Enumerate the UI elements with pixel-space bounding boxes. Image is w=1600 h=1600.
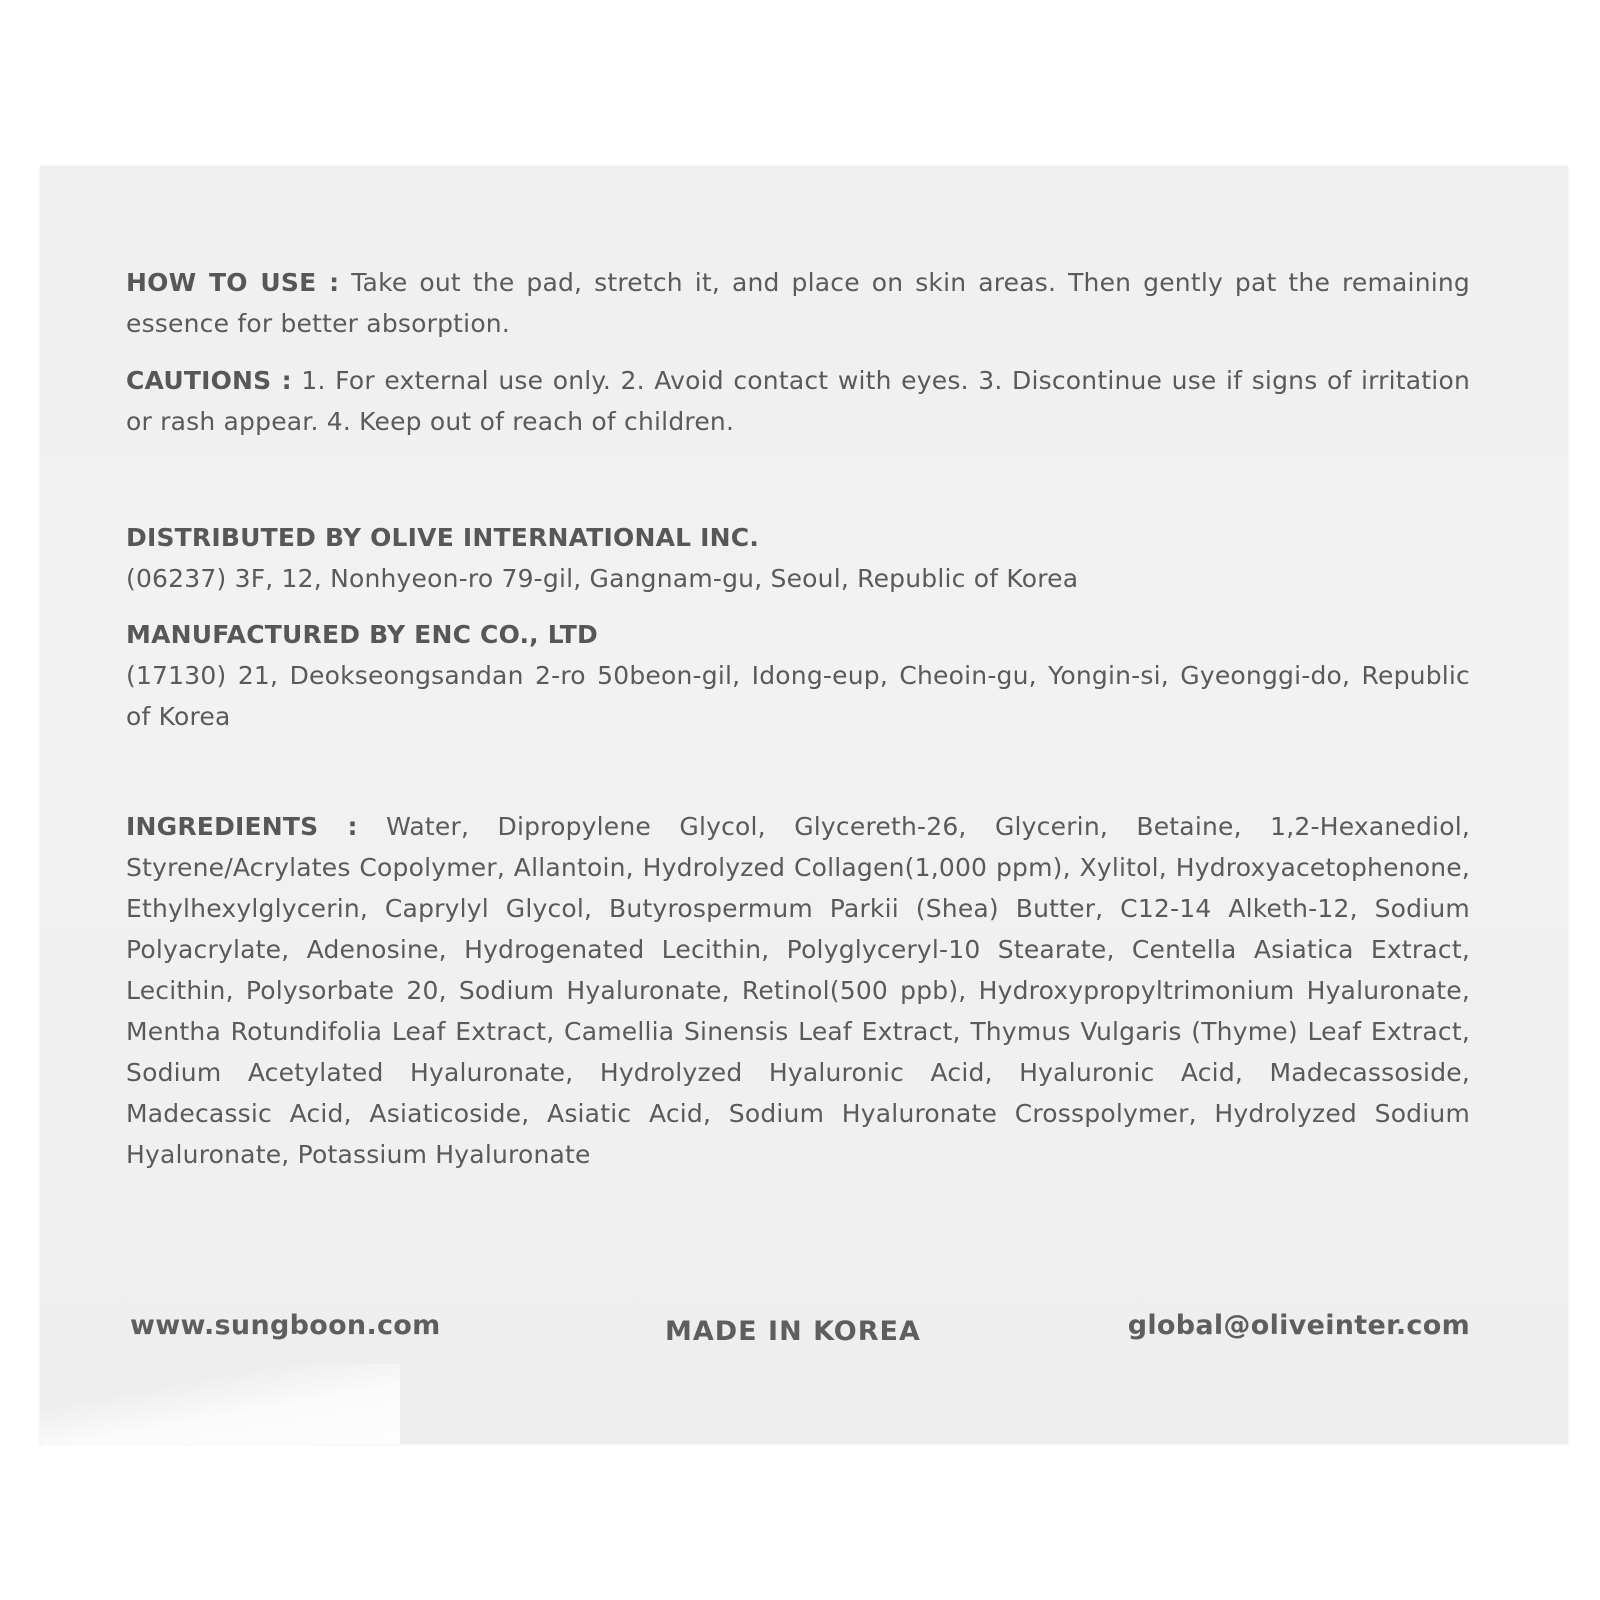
distributor-address: (06237) 3F, 12, Nonhyeon-ro 79-gil, Gangnam-gu, Seoul, Republic of Korea: [126, 564, 1079, 593]
package-fold-highlight: [40, 1364, 400, 1444]
ingredients-text: Water, Dipropylene Glycol, Glycereth-26, Glycerin, Betaine, 1,2-Hexanediol, Styrene/Acrylates Copolymer, Allantoin, Hydrolyzed Collagen(1,000 ppm), Xylitol, Hydroxyacetophenone, Ethylhexylglycerin, Caprylyl Glycol, Butyrospermum Parkii (Shea) Butter, C12-14 Alketh-12, Sodium Polyacrylate, Adenosine, Hydrogenated Lecithin, Polyglyceryl-10 Stearate, Centella Asiatica Extract, Lecithin, Polysorbate 20, Sodium Hyaluronate, Retinol(500 ppb), Hydroxypropyltrimonium Hyaluronate, Mentha Rotundifolia Leaf Extract, Camellia Sinensis Leaf Extract, Thymus Vulgaris (Thyme) Leaf Extract, Sodium Acetylated Hyaluronate, Hydrolyzed Hyaluronic Acid, Hyaluronic Acid, Madecassoside, Madecassic Acid, Asiaticoside, Asiatic Acid, Sodium Hyaluronate Crosspolymer, Hydrolyzed Sodium Hyaluronate, Potassium Hyaluronate: [126, 812, 1470, 1169]
how-to-use-text: Take out the pad, stretch it, and place on skin areas. Then gently pat the remaining essence for better absorption.: [126, 268, 1471, 338]
ingredients-section: [126, 806, 1470, 1175]
distributor-label: DISTRIBUTED BY OLIVE INTERNATIONAL INC.: [126, 523, 760, 552]
package-back-panel: [40, 166, 1568, 1444]
how-to-use-label: HOW TO USE :: [126, 268, 340, 297]
manufacturer-label: MANUFACTURED BY ENC CO., LTD: [126, 620, 598, 649]
email-text: global@oliveinter.com: [1127, 1310, 1470, 1341]
how-to-use-section: [126, 262, 1470, 344]
distributor-section: [126, 517, 1470, 599]
manufacturer-section: [126, 614, 1470, 737]
manufacturer-address: (17130) 21, Deokseongsandan 2-ro 50beon-gil, Idong-eup, Cheoin-gu, Yongin-si, Gyeonggi-do, Republic of Korea: [126, 661, 1470, 731]
cautions-label: CAUTIONS :: [126, 366, 292, 395]
cautions-text: 1. For external use only. 2. Avoid contact with eyes. 3. Discontinue use if signs of irritation or rash appear. 4. Keep out of reach of children.: [126, 366, 1470, 436]
cautions-section: [126, 360, 1470, 442]
ingredients-label: INGREDIENTS :: [126, 812, 358, 841]
website-text: www.sungboon.com: [130, 1310, 441, 1341]
origin-text: MADE IN KOREA: [665, 1316, 921, 1347]
